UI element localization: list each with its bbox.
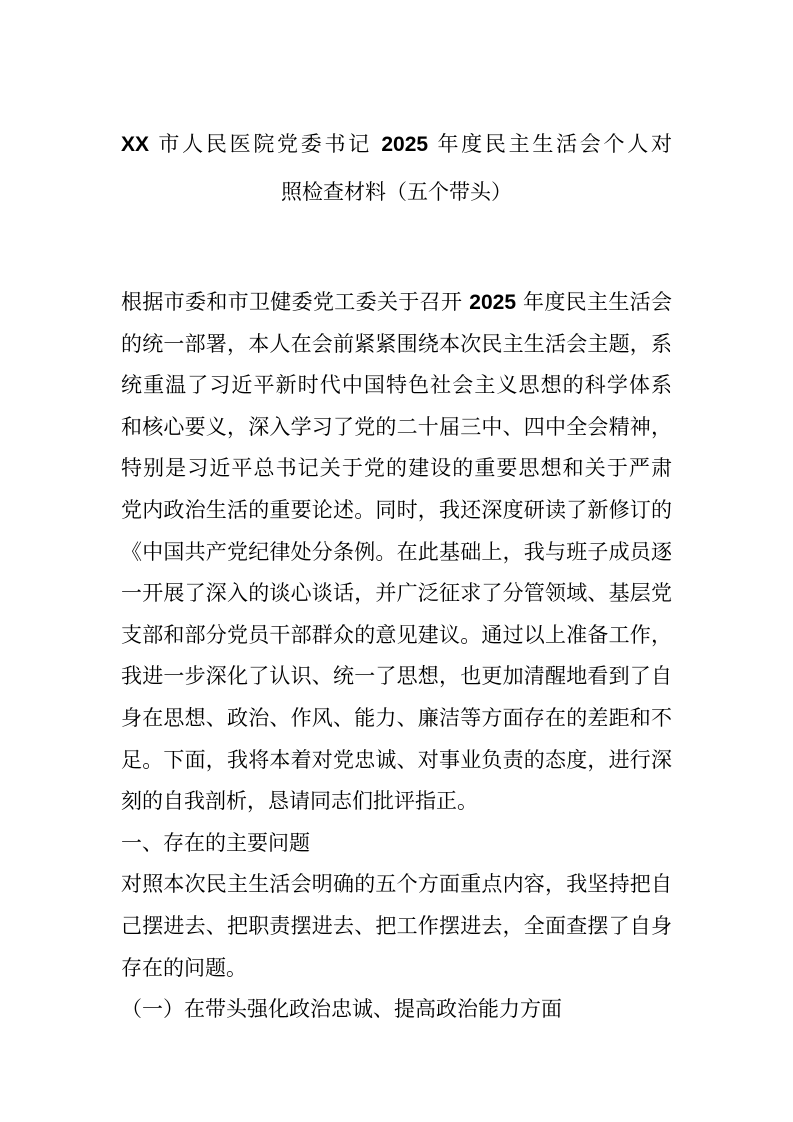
body-line: 对照本次民主生活会明确的五个方面重点内容，我坚持把自	[121, 872, 672, 897]
body-line: 身在思想、政治、作风、能力、廉洁等方面存在的差距和不	[121, 705, 672, 730]
intro-paragraph	[121, 282, 672, 823]
subsection-heading: （一）在带头强化政治忠诚、提高政治能力方面	[121, 997, 562, 1022]
body-line: 己摆进去、把职责摆进去、把工作摆进去，全面查摆了自身	[121, 913, 672, 938]
document-body	[121, 282, 672, 1031]
intro-line1-before: 根据市委和市卫健委党工委关于召开	[121, 290, 470, 314]
body-line	[121, 282, 672, 324]
intro-line1-year: 2025	[469, 291, 516, 314]
body-line: 我进一步深化了认识、统一了思想，也更加清醒地看到了自	[121, 664, 672, 689]
section-heading: 一、存在的主要问题	[121, 830, 310, 855]
body-line: 一开展了深入的谈心谈话，并广泛征求了分管领域、基层党	[121, 581, 672, 606]
intro-line1-after: 年度民主生活会	[516, 290, 672, 314]
body-line: 足。下面，我将本着对党忠诚、对事业负责的态度，进行深	[121, 747, 672, 772]
title-middle: 市人民医院党委书记	[149, 132, 382, 156]
body-line: 和核心要义，深入学习了党的二十届三中、四中全会精神，	[121, 414, 672, 439]
title-line-2: 照检查材料（五个带头）	[281, 180, 512, 204]
title-suffix: 年度民主生活会个人对	[428, 132, 672, 156]
body-line: 《中国共产党纪律处分条例。在此基础上，我与班子成员逐	[121, 539, 672, 564]
body-line: 党内政治生活的重要论述。同时，我还深度研读了新修订的	[121, 497, 672, 522]
title-year: 2025	[381, 133, 429, 156]
title-prefix: XX	[121, 133, 150, 156]
section-lead-paragraph	[121, 864, 672, 989]
document-content	[121, 120, 672, 1031]
document-title	[121, 120, 672, 216]
body-line: 刻的自我剖析，恳请同志们批评指正。	[121, 789, 478, 814]
body-line: 存在的问题。	[121, 955, 247, 980]
body-line: 的统一部署，本人在会前紧紧围绕本次民主生活会主题，系	[121, 331, 672, 356]
title-line-1	[121, 120, 672, 168]
body-line: 支部和部分党员干部群众的意见建议。通过以上准备工作，	[121, 622, 672, 647]
body-line: 统重温了习近平新时代中国特色社会主义思想的科学体系	[121, 373, 672, 398]
body-line: 特别是习近平总书记关于党的建设的重要思想和关于严肃	[121, 456, 672, 481]
